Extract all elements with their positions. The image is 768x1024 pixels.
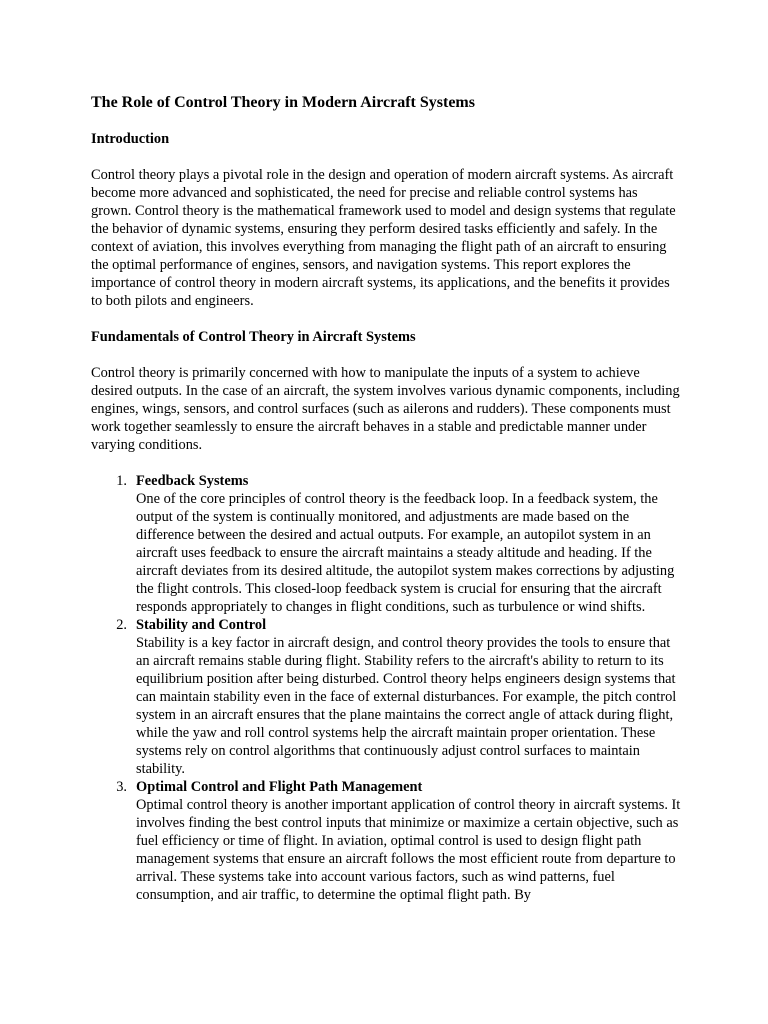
numbered-list (91, 472, 681, 904)
fundamentals-paragraph: Control theory is primarily concerned with how to manipulate the inputs of a system to achieve desired outputs. In the case of an aircraft, the system involves various dynamic components, including engines, wings, sensors, and control surfaces (such as ailerons and rudders). These components must work together seamlessly to ensure the aircraft behaves in a stable and predictable manner under varying conditions. (91, 365, 680, 453)
list-item-title: Optimal Control and Flight Path Management (136, 779, 423, 795)
page-title: The Role of Control Theory in Modern Aircraft Systems (91, 94, 475, 111)
introduction-paragraph: Control theory plays a pivotal role in the design and operation of modern aircraft systems. As aircraft become more advanced and sophisticated, the need for precise and reliable control systems has grown. Control theory is the mathematical framework used to model and design systems that regulate the behavior of dynamic systems, ensuring they perform desired tasks efficiently and safely. In the context of aviation, this involves everything from managing the flight path of an aircraft to ensuring the optimal performance of engines, sensors, and navigation systems. This report explores the importance of control theory in modern aircraft systems, its applications, and the benefits it provides to both pilots and engineers. (91, 167, 676, 309)
document-body (91, 93, 681, 904)
list-item-number: 2. (116, 617, 127, 633)
list-item (91, 778, 681, 904)
introduction-heading: Introduction (91, 131, 170, 147)
list-item-text: Stability is a key factor in aircraft design, and control theory provides the tools to ensure that an aircraft remains stable during flight. Stability refers to the aircraft's ability to return to its equilibrium position after being disturbed. Control theory helps engineers design systems that can maintain stability even in the face of external disturbances. For example, the pitch control system in an aircraft ensures that the plane maintains the correct angle of attack during flight, while the yaw and roll control systems help the aircraft maintain proper orientation. These systems rely on control algorithms that continuously adjust control surfaces to maintain stability. (136, 635, 677, 777)
list-item (91, 472, 681, 616)
list-item-number: 1. (116, 473, 127, 489)
list-item (91, 616, 681, 778)
list-item-title: Stability and Control (136, 617, 267, 633)
list-item-text: Optimal control theory is another important application of control theory in aircraft systems. It involves finding the best control inputs that minimize or maximize a certain objective, such as fuel efficiency or time of flight. In aviation, optimal control is used to design flight path management systems that ensure an aircraft follows the most efficient route from departure to arrival. These systems take into account various factors, such as wind patterns, fuel consumption, and air traffic, to determine the optimal flight path. By (136, 797, 681, 903)
list-item-number: 3. (116, 779, 127, 795)
list-item-text: One of the core principles of control theory is the feedback loop. In a feedback system, the output of the system is continually monitored, and adjustments are made based on the difference between the desired and actual outputs. For example, an autopilot system in an aircraft uses feedback to ensure the aircraft maintains a steady altitude and heading. If the aircraft deviates from its desired altitude, the autopilot system makes corrections by adjusting the flight controls. This closed-loop feedback system is crucial for ensuring that the aircraft responds appropriately to changes in flight conditions, such as turbulence or wind shifts. (136, 491, 675, 615)
fundamentals-heading: Fundamentals of Control Theory in Aircraft Systems (91, 329, 416, 345)
list-item-title: Feedback Systems (136, 473, 249, 489)
